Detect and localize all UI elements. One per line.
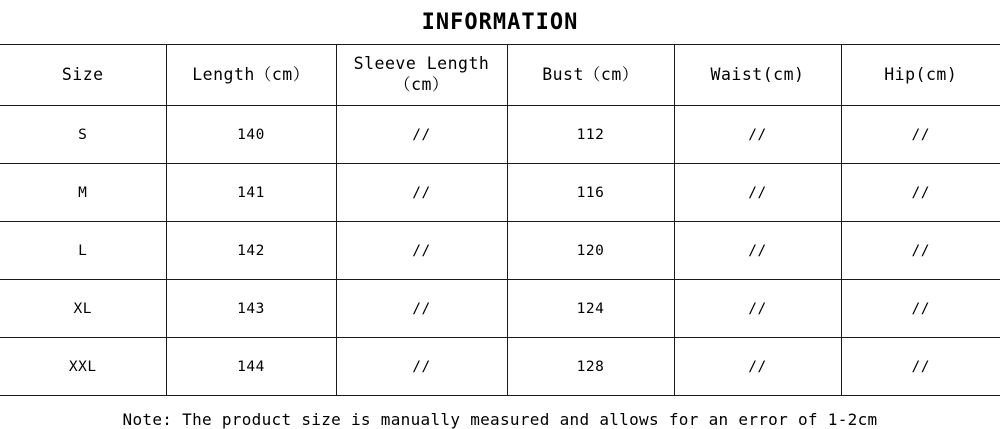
table-row bbox=[0, 222, 1000, 280]
table-row bbox=[0, 164, 1000, 222]
cell-sleeve-length: // bbox=[336, 338, 507, 396]
table-header bbox=[0, 45, 1000, 106]
cell-size: M bbox=[0, 164, 166, 222]
column-header-hip: Hip(cm) bbox=[841, 45, 1000, 106]
column-header-size: Size bbox=[0, 45, 166, 106]
table-row bbox=[0, 280, 1000, 338]
cell-length: 144 bbox=[166, 338, 336, 396]
cell-waist: // bbox=[674, 222, 841, 280]
cell-length: 141 bbox=[166, 164, 336, 222]
column-header-waist: Waist(cm) bbox=[674, 45, 841, 106]
cell-size: S bbox=[0, 106, 166, 164]
cell-length: 140 bbox=[166, 106, 336, 164]
cell-sleeve-length: // bbox=[336, 280, 507, 338]
column-header-length: Length（cm） bbox=[166, 45, 336, 106]
cell-length: 143 bbox=[166, 280, 336, 338]
page-title: INFORMATION bbox=[421, 10, 579, 35]
cell-size: XL bbox=[0, 280, 166, 338]
size-chart-table bbox=[0, 44, 1000, 396]
cell-bust: 116 bbox=[507, 164, 674, 222]
cell-sleeve-length: // bbox=[336, 164, 507, 222]
cell-size: XXL bbox=[0, 338, 166, 396]
cell-hip: // bbox=[841, 338, 1000, 396]
cell-hip: // bbox=[841, 280, 1000, 338]
cell-length: 142 bbox=[166, 222, 336, 280]
cell-hip: // bbox=[841, 164, 1000, 222]
table-header-row bbox=[0, 45, 1000, 106]
table-row bbox=[0, 338, 1000, 396]
column-header-sleeve-length: Sleeve Length（cm） bbox=[336, 45, 507, 106]
table-body bbox=[0, 106, 1000, 396]
cell-waist: // bbox=[674, 338, 841, 396]
cell-sleeve-length: // bbox=[336, 222, 507, 280]
cell-hip: // bbox=[841, 222, 1000, 280]
cell-bust: 120 bbox=[507, 222, 674, 280]
cell-bust: 124 bbox=[507, 280, 674, 338]
cell-size: L bbox=[0, 222, 166, 280]
column-header-bust: Bust（cm） bbox=[507, 45, 674, 106]
table-row bbox=[0, 106, 1000, 164]
cell-sleeve-length: // bbox=[336, 106, 507, 164]
cell-waist: // bbox=[674, 164, 841, 222]
cell-hip: // bbox=[841, 106, 1000, 164]
cell-bust: 128 bbox=[507, 338, 674, 396]
cell-waist: // bbox=[674, 280, 841, 338]
measurement-note: Note: The product size is manually measured and allows for an error of 1-2cm bbox=[122, 410, 878, 429]
cell-bust: 112 bbox=[507, 106, 674, 164]
cell-waist: // bbox=[674, 106, 841, 164]
